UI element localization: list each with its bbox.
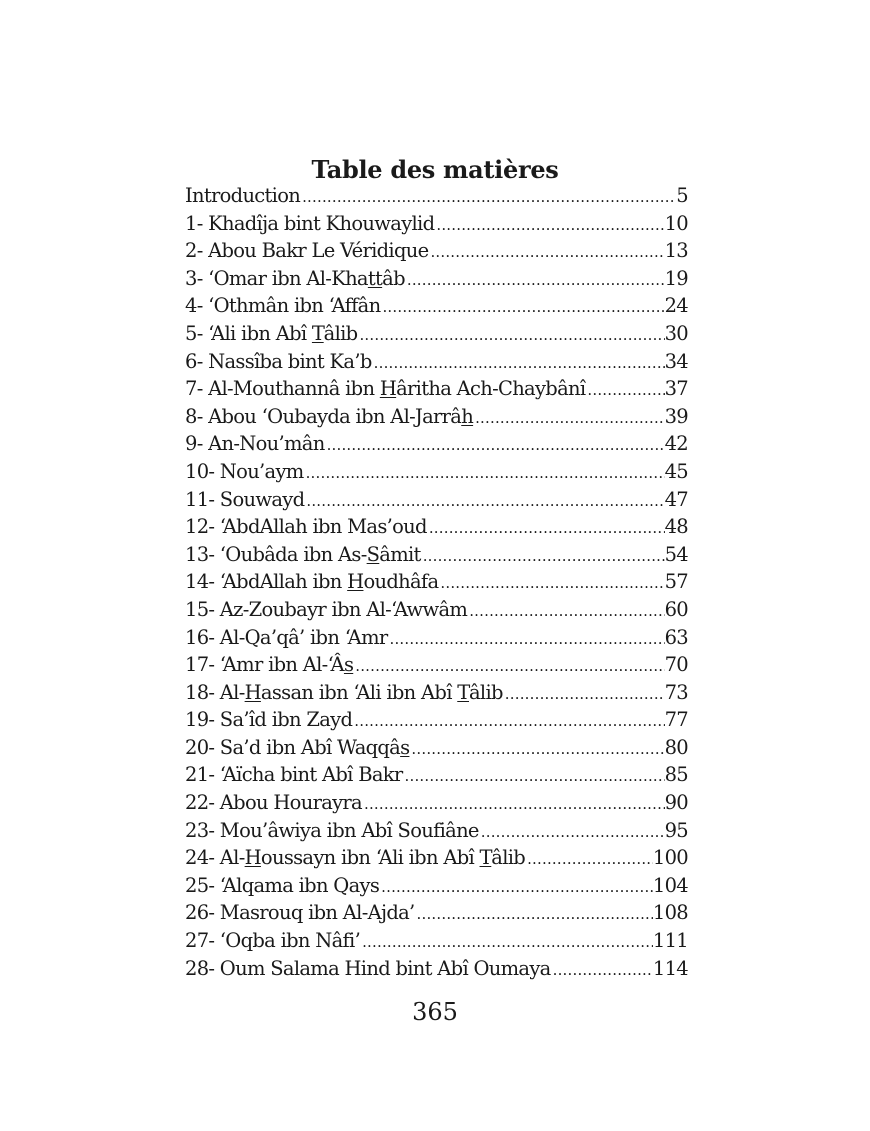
toc-entry-title: 8- Abou ‘Oubayda ibn Al-Jarrâh xyxy=(185,404,474,428)
toc-entry-page: 30 xyxy=(664,321,688,345)
toc-entry-title: 2- Abou Bakr Le Véridique xyxy=(185,239,429,263)
dot-leader xyxy=(357,322,664,348)
toc-entry-page: 104 xyxy=(652,873,688,897)
toc-entry-page: 111 xyxy=(652,929,688,953)
toc-entry xyxy=(185,734,688,762)
toc-entry-page: 5 xyxy=(676,184,688,207)
toc-entry-page: 19 xyxy=(664,266,688,290)
toc-entry xyxy=(185,679,688,707)
toc-entry-title: 15- Az-Zoubayr ibn Al-‘Awwâm xyxy=(185,597,468,621)
dot-leader xyxy=(403,763,665,789)
dot-leader xyxy=(503,681,665,707)
toc-entry-page: 13 xyxy=(664,239,688,263)
toc-entry xyxy=(185,292,688,320)
toc-entry-page: 85 xyxy=(664,763,688,787)
toc-entry xyxy=(185,844,688,872)
toc-entry-title: 19- Sa’îd ibn Zayd xyxy=(185,708,353,732)
toc-entry-title: 3- ‘Omar ibn Al-Khattâb xyxy=(185,266,405,290)
toc-entry xyxy=(185,899,688,927)
dot-leader xyxy=(325,432,665,458)
toc-entry-title: 18- Al-Hassan ibn ‘Ali ibn Abî Tâlib xyxy=(185,680,503,704)
toc-entry-title: 26- Masrouq ibn Al-Ajda’ xyxy=(185,901,415,925)
toc-entry xyxy=(185,182,688,210)
page-number: 365 xyxy=(412,998,458,1026)
dot-leader xyxy=(525,846,653,872)
toc-entry-page: 108 xyxy=(652,901,688,925)
toc-entry-title: 20- Sa’d ibn Abî Waqqâs xyxy=(185,735,410,759)
page-title: Table des matières xyxy=(311,155,559,185)
dot-leader xyxy=(434,212,664,238)
toc-entry xyxy=(185,458,688,486)
toc-entry-page: 100 xyxy=(652,846,688,870)
dot-leader xyxy=(360,929,653,955)
toc-entry-title: 4- ‘Othmân ibn ‘Affân xyxy=(185,294,381,318)
toc-entry xyxy=(185,651,688,679)
toc-entry-title: 24- Al-Houssayn ibn ‘Ali ibn Abî Tâlib xyxy=(185,846,526,870)
toc-entry xyxy=(185,486,688,514)
toc-entry xyxy=(185,237,688,265)
dot-leader xyxy=(353,653,664,679)
toc-entry xyxy=(185,265,688,293)
toc-entry-title: 1- Khadîja bint Khouwaylid xyxy=(185,211,435,235)
toc-entry-title: 28- Oum Salama Hind bint Abî Oumaya xyxy=(185,956,551,980)
toc-entry-page: 60 xyxy=(664,597,688,621)
toc-entry-page: 63 xyxy=(664,625,688,649)
dot-leader xyxy=(479,819,665,845)
toc-entry-title: 11- Souwayd xyxy=(185,487,305,511)
dot-leader xyxy=(352,708,664,734)
toc-entry-page: 70 xyxy=(664,653,688,677)
dot-leader xyxy=(304,488,664,514)
toc-entry xyxy=(185,568,688,596)
toc-entry-page: 42 xyxy=(664,432,688,456)
dot-leader xyxy=(372,350,665,376)
dot-leader xyxy=(421,543,665,569)
dot-leader xyxy=(379,874,653,900)
dot-leader xyxy=(362,791,665,817)
toc-entry xyxy=(185,320,688,348)
toc-entry xyxy=(185,761,688,789)
dot-leader xyxy=(427,515,665,541)
toc-entry-page: 45 xyxy=(664,459,688,483)
toc-entry-title: 12- ‘AbdAllah ibn Mas’oud xyxy=(185,515,427,539)
table-of-contents xyxy=(185,182,688,982)
toc-entry xyxy=(185,789,688,817)
dot-leader xyxy=(405,267,665,293)
toc-entry-page: 114 xyxy=(652,956,688,980)
toc-entry-page: 39 xyxy=(664,404,688,428)
toc-entry xyxy=(185,348,688,376)
dot-leader xyxy=(438,570,664,596)
toc-entry xyxy=(185,817,688,845)
toc-entry-title: 6- Nassîba bint Ka’b xyxy=(185,349,372,373)
toc-entry-title: 27- ‘Oqba ibn Nâfi’ xyxy=(185,929,361,953)
dot-leader xyxy=(473,405,664,431)
dot-leader xyxy=(300,184,676,210)
toc-entry-title: Introduction xyxy=(185,184,301,207)
toc-entry-title: 17- ‘Amr ibn Al-‘Âs xyxy=(185,653,354,677)
toc-entry xyxy=(185,927,688,955)
toc-entry-title: 22- Abou Hourayra xyxy=(185,791,362,815)
toc-entry xyxy=(185,403,688,431)
toc-entry-title: 7- Al-Mouthannâ ibn Hâritha Ach-Chaybânî xyxy=(185,377,586,401)
toc-entry xyxy=(185,513,688,541)
toc-entry xyxy=(185,375,688,403)
dot-leader xyxy=(467,598,664,624)
toc-entry-page: 80 xyxy=(664,735,688,759)
toc-entry-page: 95 xyxy=(664,818,688,842)
toc-entry-page: 34 xyxy=(664,349,688,373)
dot-leader xyxy=(551,957,653,983)
toc-entry-title: 5- ‘Ali ibn Abî Tâlib xyxy=(185,321,358,345)
toc-entry xyxy=(185,596,688,624)
toc-entry-title: 21- ‘Aïcha bint Abî Bakr xyxy=(185,763,403,787)
toc-entry-title: 10- Nou’aym xyxy=(185,459,304,483)
toc-entry-page: 90 xyxy=(664,791,688,815)
toc-entry xyxy=(185,430,688,458)
toc-entry-page: 48 xyxy=(664,515,688,539)
toc-entry-page: 77 xyxy=(664,708,688,732)
toc-entry-page: 24 xyxy=(664,294,688,318)
toc-entry-page: 37 xyxy=(664,377,688,401)
toc-entry-title: 9- An-Nou’mân xyxy=(185,432,325,456)
dot-leader xyxy=(428,239,664,265)
toc-entry-page: 57 xyxy=(664,570,688,594)
toc-entry xyxy=(185,706,688,734)
dot-leader xyxy=(380,294,664,320)
toc-entry-page: 10 xyxy=(664,211,688,235)
toc-entry-title: 14- ‘AbdAllah ibn Houdhâfa xyxy=(185,570,439,594)
toc-entry xyxy=(185,955,688,983)
toc-entry-page: 47 xyxy=(664,487,688,511)
toc-entry xyxy=(185,541,688,569)
toc-entry xyxy=(185,210,688,238)
toc-entry-page: 54 xyxy=(664,542,688,566)
dot-leader xyxy=(304,460,665,486)
dot-leader xyxy=(387,626,664,652)
dot-leader xyxy=(585,377,664,403)
toc-entry-title: 23- Mou’âwiya ibn Abî Soufiâne xyxy=(185,818,479,842)
dot-leader xyxy=(409,736,664,762)
dot-leader xyxy=(415,901,653,927)
toc-entry-title: 13- ‘Oubâda ibn As-Sâmit xyxy=(185,542,421,566)
toc-entry-title: 25- ‘Alqama ibn Qays xyxy=(185,873,380,897)
toc-entry-page: 73 xyxy=(664,680,688,704)
toc-entry-title: 16- Al-Qa’qâ’ ibn ‘Amr xyxy=(185,625,388,649)
toc-entry xyxy=(185,624,688,652)
toc-entry xyxy=(185,872,688,900)
